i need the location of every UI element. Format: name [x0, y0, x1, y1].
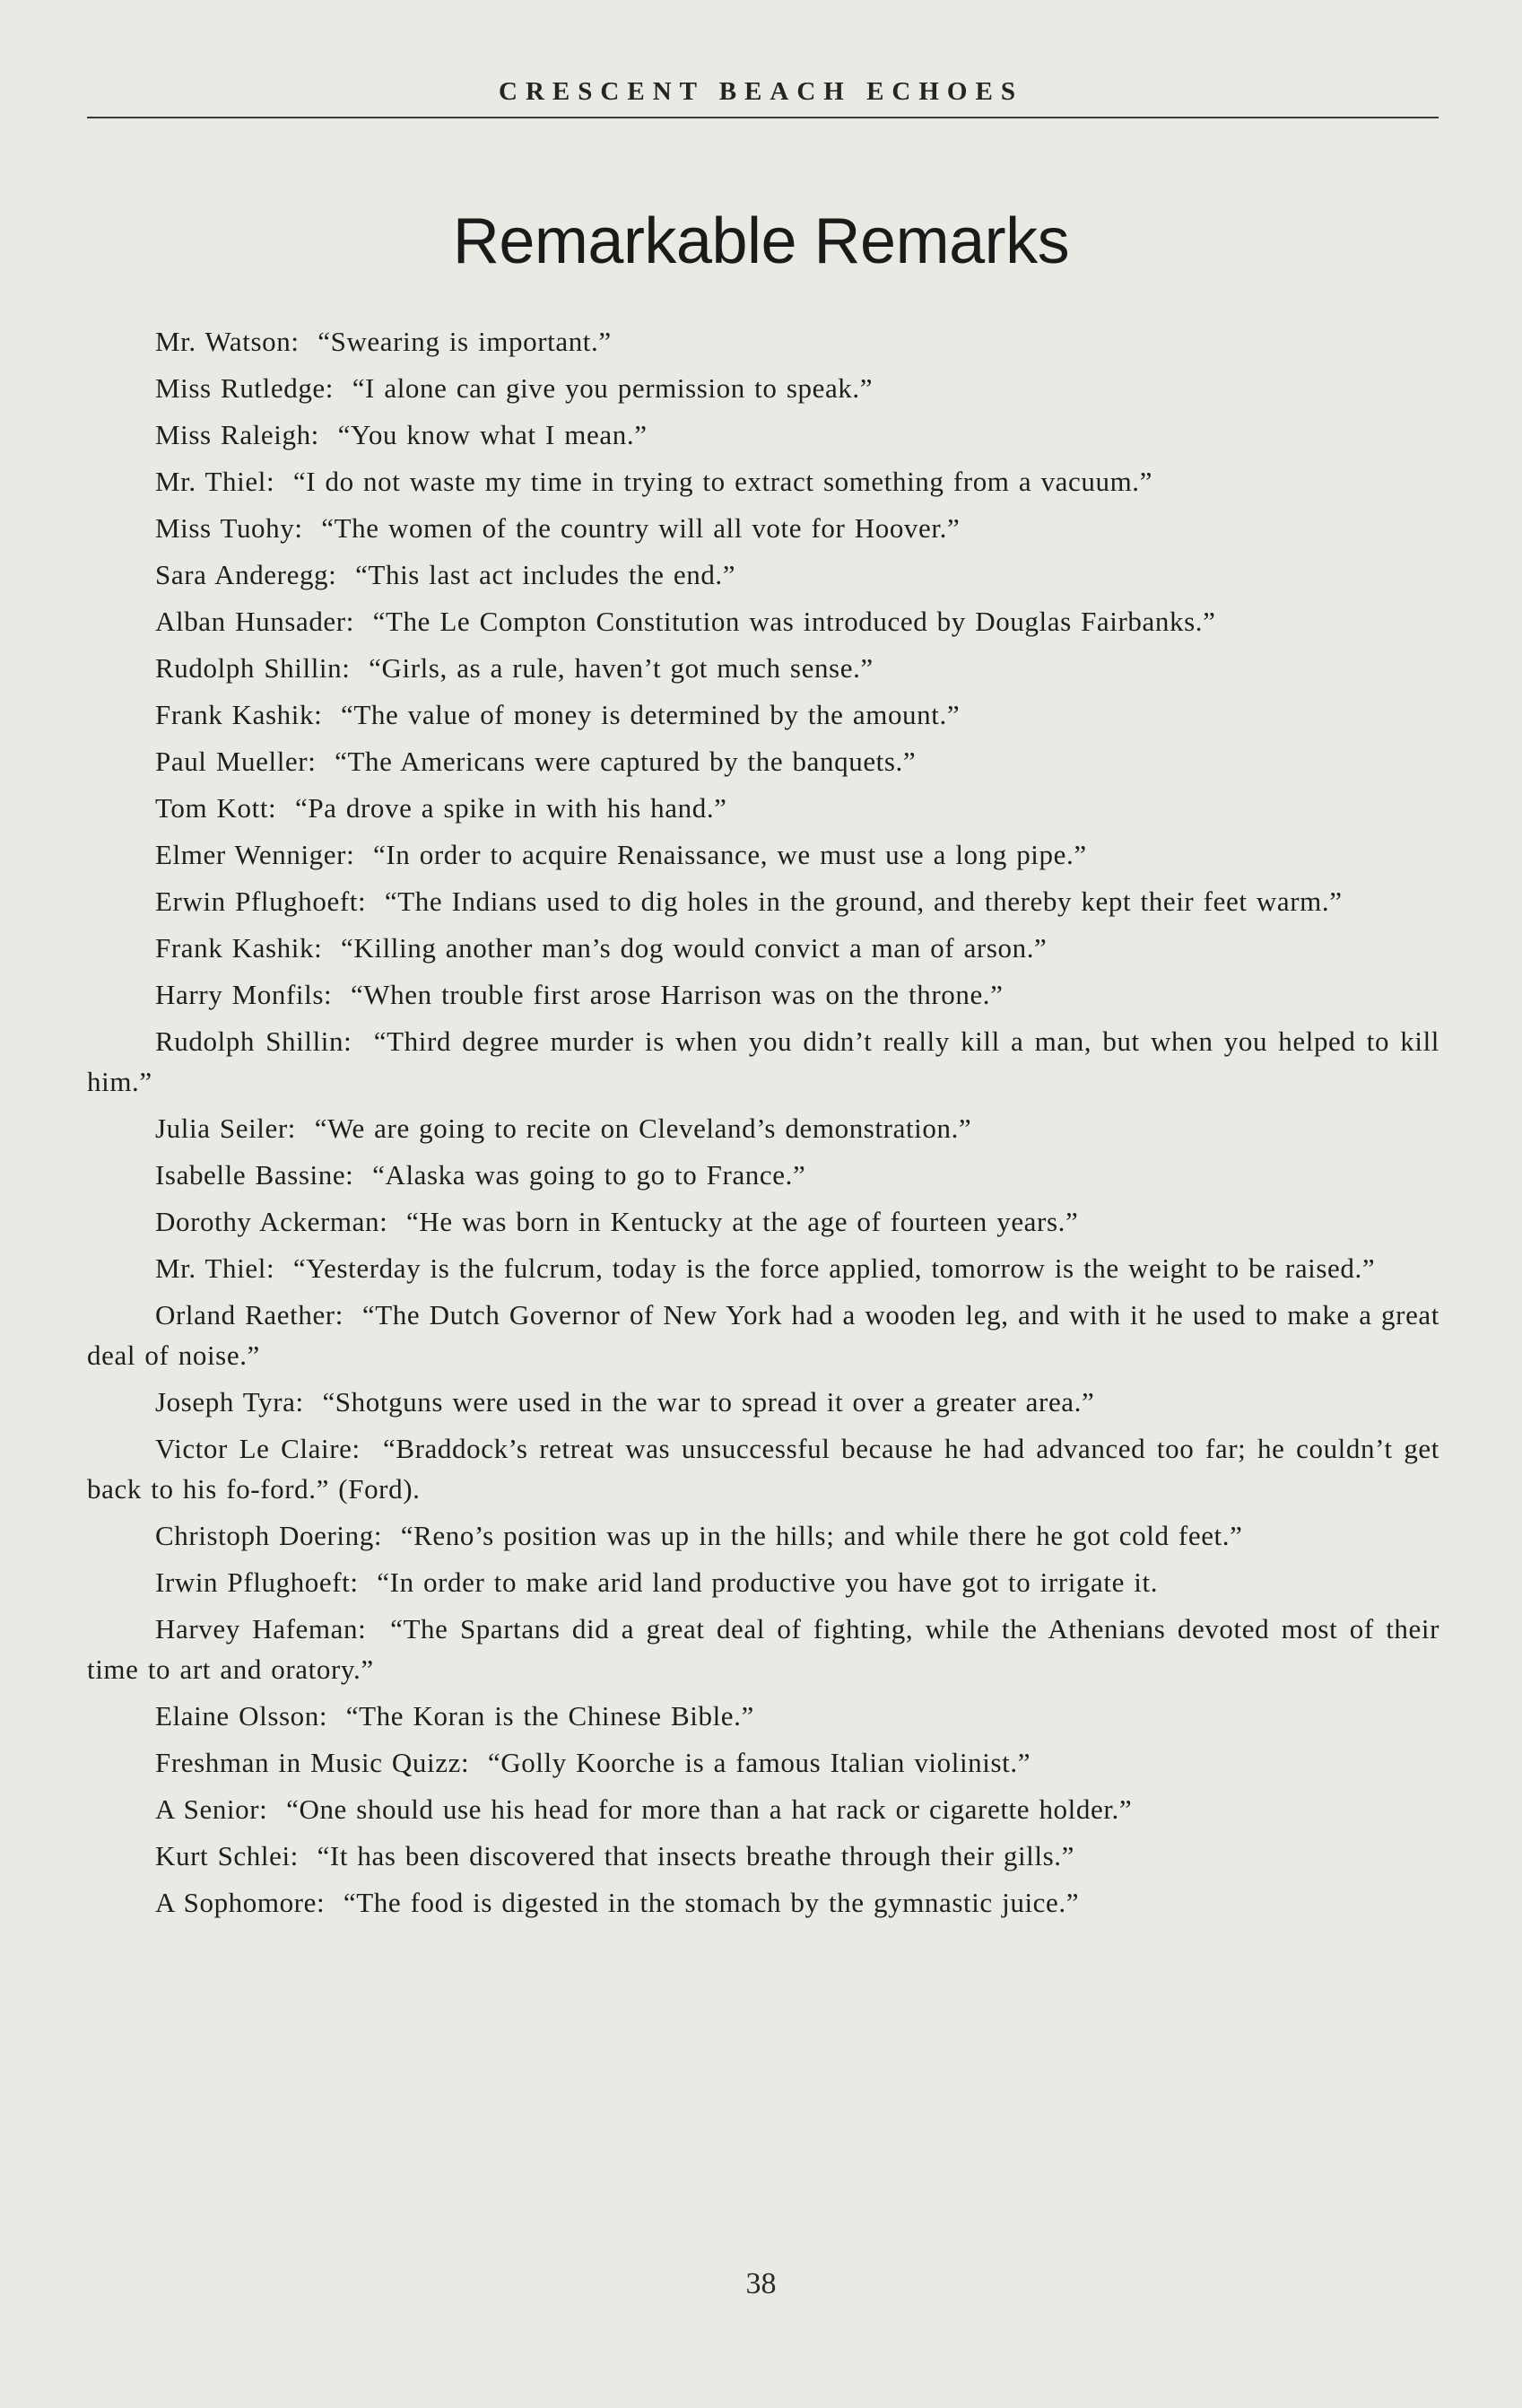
remark-quote: “It has been discovered that insects breathe through their gills.” — [317, 1840, 1074, 1871]
remark-quote: “The Spartans did a great deal of fighting, while the Athenians devoted most of their time to art and oratory.” — [87, 1613, 1440, 1685]
remark-quote: “The Koran is the Chinese Bible.” — [345, 1700, 754, 1732]
remark-speaker: Tom Kott: — [155, 792, 277, 824]
remark-speaker: A Senior: — [155, 1793, 268, 1825]
remark — [87, 1882, 1439, 1923]
remark-speaker: Irwin Pflughoeft: — [155, 1566, 359, 1598]
remark-quote: “We are going to recite on Cleveland’s demonstration.” — [314, 1112, 972, 1144]
remark-speaker: Julia Seiler: — [155, 1112, 297, 1144]
remark — [87, 1382, 1439, 1422]
remark — [87, 881, 1439, 921]
remark — [87, 1562, 1439, 1602]
remark — [87, 694, 1439, 735]
remark-quote: “When trouble first arose Harrison was on the throne.” — [350, 979, 1004, 1010]
remark-speaker: Joseph Tyra: — [155, 1386, 304, 1418]
remark-speaker: Elmer Wenniger: — [155, 839, 355, 870]
remark-speaker: Orland Raether: — [155, 1299, 344, 1331]
remark-quote: “Third degree murder is when you didn’t really kill a man, but when you helped to kill him.” — [87, 1025, 1440, 1097]
remark — [87, 974, 1439, 1015]
remark-speaker: Elaine Olsson: — [155, 1700, 328, 1732]
remark-quote: “This last act includes the end.” — [355, 559, 736, 590]
remark-speaker: Miss Tuohy: — [155, 512, 303, 544]
remark — [87, 1155, 1439, 1195]
remark — [87, 1248, 1439, 1288]
remark-speaker: Rudolph Shillin: — [155, 1025, 352, 1057]
remark-speaker: Frank Kashik: — [155, 932, 323, 964]
remark-speaker: Victor Le Claire: — [155, 1433, 361, 1464]
remark-quote: “You know what I mean.” — [337, 419, 648, 450]
remark-speaker: Christoph Doering: — [155, 1520, 383, 1551]
remark-speaker: Rudolph Shillin: — [155, 652, 351, 684]
remark-speaker: Freshman in Music Quizz: — [155, 1747, 470, 1778]
remark-speaker: Alban Hunsader: — [155, 606, 354, 637]
remark-speaker: Kurt Schlei: — [155, 1840, 299, 1871]
remark-quote: “Braddock’s retreat was unsuccessful because he had advanced too far; he couldn’t get back to his fo-ford.” (Ford). — [87, 1433, 1439, 1505]
remark — [87, 1742, 1439, 1783]
remark-quote: “He was born in Kentucky at the age of fourteen years.” — [405, 1206, 1079, 1237]
remark-quote: “Swearing is important.” — [317, 326, 612, 357]
remark — [87, 648, 1439, 688]
remark-speaker: Frank Kashik: — [155, 699, 323, 730]
remark-speaker: Mr. Thiel: — [155, 466, 275, 497]
remark — [87, 788, 1439, 828]
remarks-list — [87, 321, 1439, 1929]
remark-speaker: Isabelle Bassine: — [155, 1159, 354, 1191]
remark-speaker: A Sophomore: — [155, 1887, 326, 1918]
remark-quote: “In order to make arid land productive you have got to irrigate it. — [377, 1566, 1159, 1598]
remark — [87, 601, 1439, 641]
remark — [87, 741, 1439, 781]
remark — [87, 508, 1439, 548]
remark-quote: “In order to acquire Renaissance, we must use a long pipe.” — [372, 839, 1087, 870]
remark-speaker: Harry Monfils: — [155, 979, 333, 1010]
remark-quote: “Reno’s position was up in the hills; and while there he got cold feet.” — [400, 1520, 1243, 1551]
remark-quote: “Golly Koorche is a famous Italian violinist.” — [487, 1747, 1031, 1778]
remark-quote: “One should use his head for more than a hat rack or cigarette holder.” — [286, 1793, 1133, 1825]
remark — [87, 321, 1439, 362]
remark — [87, 1295, 1439, 1375]
remark-speaker: Paul Mueller: — [155, 746, 317, 777]
page-number: 38 — [745, 2267, 777, 2300]
remark — [87, 834, 1439, 875]
remark-quote: “The value of money is determined by the amount.” — [341, 699, 961, 730]
remark — [87, 1515, 1439, 1556]
remark-quote: “Pa drove a spike in with his hand.” — [294, 792, 727, 824]
remark-quote: “Girls, as a rule, haven’t got much sense.” — [369, 652, 874, 684]
running-head: CRESCENT BEACH ECHOES — [499, 77, 1023, 106]
remark-quote: “Yesterday is the fulcrum, today is the force applied, tomorrow is the weight to be raised.” — [292, 1252, 1376, 1284]
remark-quote: “The food is digested in the stomach by the gymnastic juice.” — [343, 1887, 1080, 1918]
remark — [87, 1696, 1439, 1736]
remark-speaker: Mr. Thiel: — [155, 1252, 275, 1284]
remark-speaker: Miss Rutledge: — [155, 372, 334, 404]
remark-quote: “I do not waste my time in trying to extract something from a vacuum.” — [292, 466, 1153, 497]
remark — [87, 1609, 1439, 1689]
remark — [87, 554, 1439, 595]
remark-quote: “Shotguns were used in the war to spread it over a greater area.” — [322, 1386, 1095, 1418]
remark — [87, 1789, 1439, 1829]
remark-speaker: Erwin Pflughoeft: — [155, 886, 367, 917]
remark-quote: “Killing another man’s dog would convict a man of arson.” — [341, 932, 1048, 964]
remark-quote: “The Dutch Governor of New York had a wooden leg, and with it he used to make a great deal of noise.” — [87, 1299, 1440, 1371]
remark — [87, 414, 1439, 455]
remark — [87, 1108, 1439, 1148]
remark-quote: “The Le Compton Constitution was introduced by Douglas Fairbanks.” — [372, 606, 1216, 637]
remark — [87, 368, 1439, 408]
remark-quote: “Alaska was going to go to France.” — [372, 1159, 806, 1191]
remark-speaker: Mr. Watson: — [155, 326, 300, 357]
remark — [87, 1428, 1439, 1509]
remark-speaker: Sara Anderegg: — [155, 559, 337, 590]
remark-quote: “The Indians used to dig holes in the ground, and thereby kept their feet warm.” — [384, 886, 1343, 917]
remark-speaker: Harvey Hafeman: — [155, 1613, 367, 1645]
page-title: Remarkable Remarks — [452, 205, 1070, 277]
remark-speaker: Dorothy Ackerman: — [155, 1206, 388, 1237]
remark-quote: “The Americans were captured by the banquets.” — [335, 746, 917, 777]
remark — [87, 461, 1439, 502]
remark — [87, 928, 1439, 968]
remark — [87, 1836, 1439, 1876]
remark — [87, 1021, 1439, 1102]
header-rule — [87, 117, 1439, 118]
remark — [87, 1201, 1439, 1242]
remark-quote: “The women of the country will all vote for Hoover.” — [321, 512, 961, 544]
remark-speaker: Miss Raleigh: — [155, 419, 319, 450]
remark-quote: “I alone can give you permission to speak.” — [352, 372, 874, 404]
